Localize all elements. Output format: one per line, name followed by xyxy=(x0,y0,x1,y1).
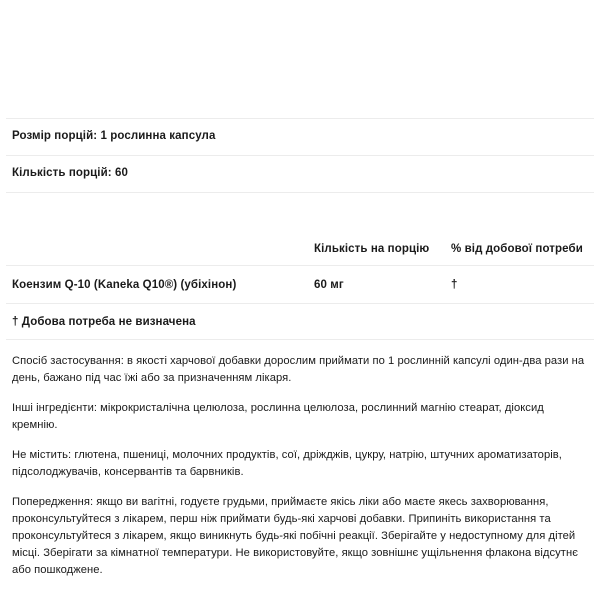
other-ingredients-text: Інші інгредієнти: мікрокристалічна целюлоза, рослинна целюлоза, рослинний магнію стеарат, діоксид кремнію. xyxy=(12,402,544,432)
column-header-daily-value: % від добової потреби xyxy=(451,243,583,255)
supplement-facts-table xyxy=(6,193,594,303)
product-description-block xyxy=(6,339,594,579)
directions-text: Спосіб застосування: в якості харчової добавки дорослим приймати по 1 рослинній капсулі один-два рази на день, бажано під час їжі або за призначенням лікаря. xyxy=(12,355,585,385)
nutrient-name: Коензим Q-10 (Kaneka Q10®) (убіхінон) xyxy=(6,266,308,304)
daily-value-footnote: † Добова потреба не визначена xyxy=(12,315,196,328)
daily-value-footnote-row xyxy=(6,303,594,339)
servings-per-container-row xyxy=(6,156,594,192)
table-header xyxy=(6,193,594,266)
column-header-amount-per-serving: Кількість на порцію xyxy=(314,243,430,255)
column-header-nutrient xyxy=(6,193,308,266)
table-body xyxy=(6,266,594,304)
table-header-row xyxy=(6,193,594,266)
table-row xyxy=(6,266,594,304)
serving-size-row xyxy=(6,119,594,155)
servings-per-container-label: Кількість порцій: 60 xyxy=(12,167,128,180)
warning-text: Попередження: якщо ви вагітні, годуєте грудьми, приймаєте якісь ліки або маєте якесь захворювання, проконсультуйтеся з лікарем, перш ніж приймати будь-які харчові добавки. Припиніть використання та проконсультуйтеся з лікарем, якщо виникнуть будь-які побічні реакції. Зберігайте у недоступному для дітей місці. Зберігати за кімнатної температури. Не використовуйте, якщо зовнішнє ущільнення флакона відсутнє або пошкоджене. xyxy=(12,496,578,577)
free-from-text: Не містить: глютена, пшениці, молочних продуктів, сої, дріжджів, цукру, натрію, штучних ароматизаторів, підсолоджувачів, консервантів та барвників. xyxy=(12,449,562,479)
nutrient-daily-value: † xyxy=(445,266,594,304)
top-spacer xyxy=(6,0,594,118)
nutrient-amount: 60 мг xyxy=(308,266,445,304)
serving-size-label: Розмір порцій: 1 рослинна капсула xyxy=(12,130,216,143)
